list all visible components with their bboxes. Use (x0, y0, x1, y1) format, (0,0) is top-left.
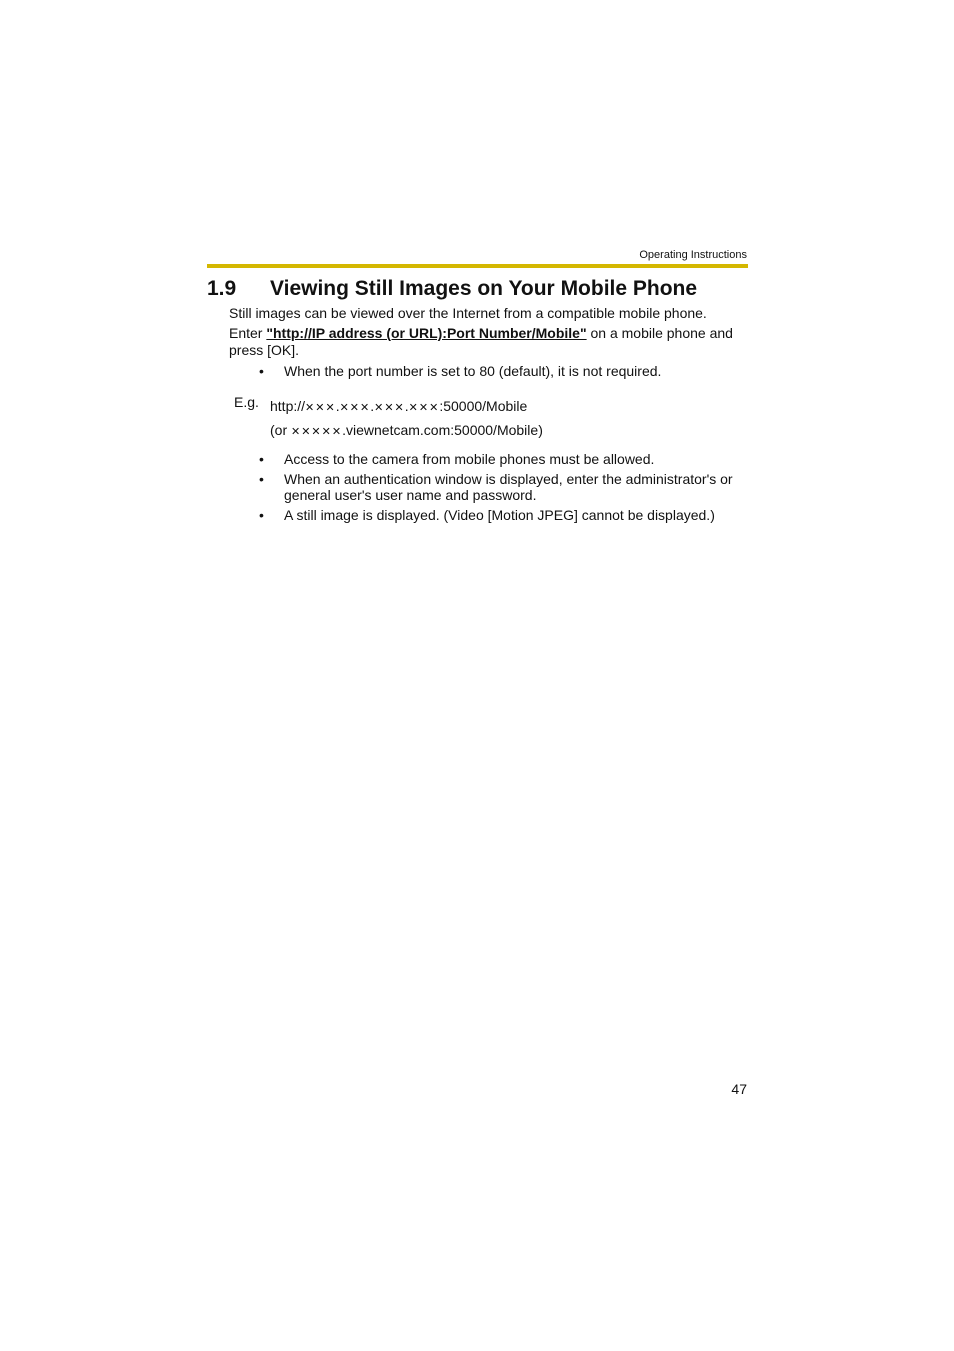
example-alt-url (270, 422, 543, 438)
bullet-dot: • (259, 451, 264, 467)
section-number: 1.9 (207, 277, 237, 300)
port-note: When the port number is set to 80 (default), it is not required. (284, 363, 662, 379)
example-alt-host: ✕✕✕✕✕ (291, 426, 343, 438)
example-url-suffix: :50000/Mobile (439, 398, 528, 414)
example-alt-suffix: .viewnetcam.com:50000/Mobile) (342, 422, 543, 438)
example-url (270, 398, 527, 414)
example-dot-3: . (404, 398, 409, 414)
section-title: Viewing Still Images on Your Mobile Phone (270, 277, 698, 300)
example-octet-4: ✕✕✕ (408, 402, 440, 414)
example-label: E.g. (234, 394, 259, 410)
running-header: Operating Instructions (639, 249, 747, 261)
example-octet-1: ✕✕✕ (305, 402, 336, 414)
section-heading (207, 277, 697, 301)
header-rule (207, 264, 748, 268)
intro-paragraph: Still images can be viewed over the Internet from a compatible mobile phone. (229, 305, 707, 321)
bullet-dot: • (259, 507, 264, 523)
bullet-dot: • (259, 363, 264, 379)
example-alt-prefix: (or (270, 422, 291, 438)
enter-prefix: Enter (229, 325, 267, 341)
list-item: A still image is displayed. (Video [Motion JPEG] cannot be displayed.) (284, 507, 715, 523)
list-item: Access to the camera from mobile phones must be allowed. (284, 451, 655, 467)
enter-paragraph (229, 325, 749, 359)
example-url-prefix: http:// (270, 398, 306, 414)
enter-suffix: on a mobile phone and press [OK]. (229, 325, 733, 358)
example-octet-3: ✕✕✕ (374, 402, 405, 414)
example-octet-2: ✕✕✕ (339, 402, 371, 414)
example-dot-1: . (335, 398, 340, 414)
list-item: When an authentication window is displayed, enter the administrator's or general user's user name and password. (284, 471, 733, 503)
page-number: 47 (731, 1081, 747, 1097)
example-dot-2: . (370, 398, 375, 414)
url-format-link: "http://IP address (or URL):Port Number/Mobile" (266, 325, 587, 341)
bullet-dot: • (259, 471, 264, 487)
